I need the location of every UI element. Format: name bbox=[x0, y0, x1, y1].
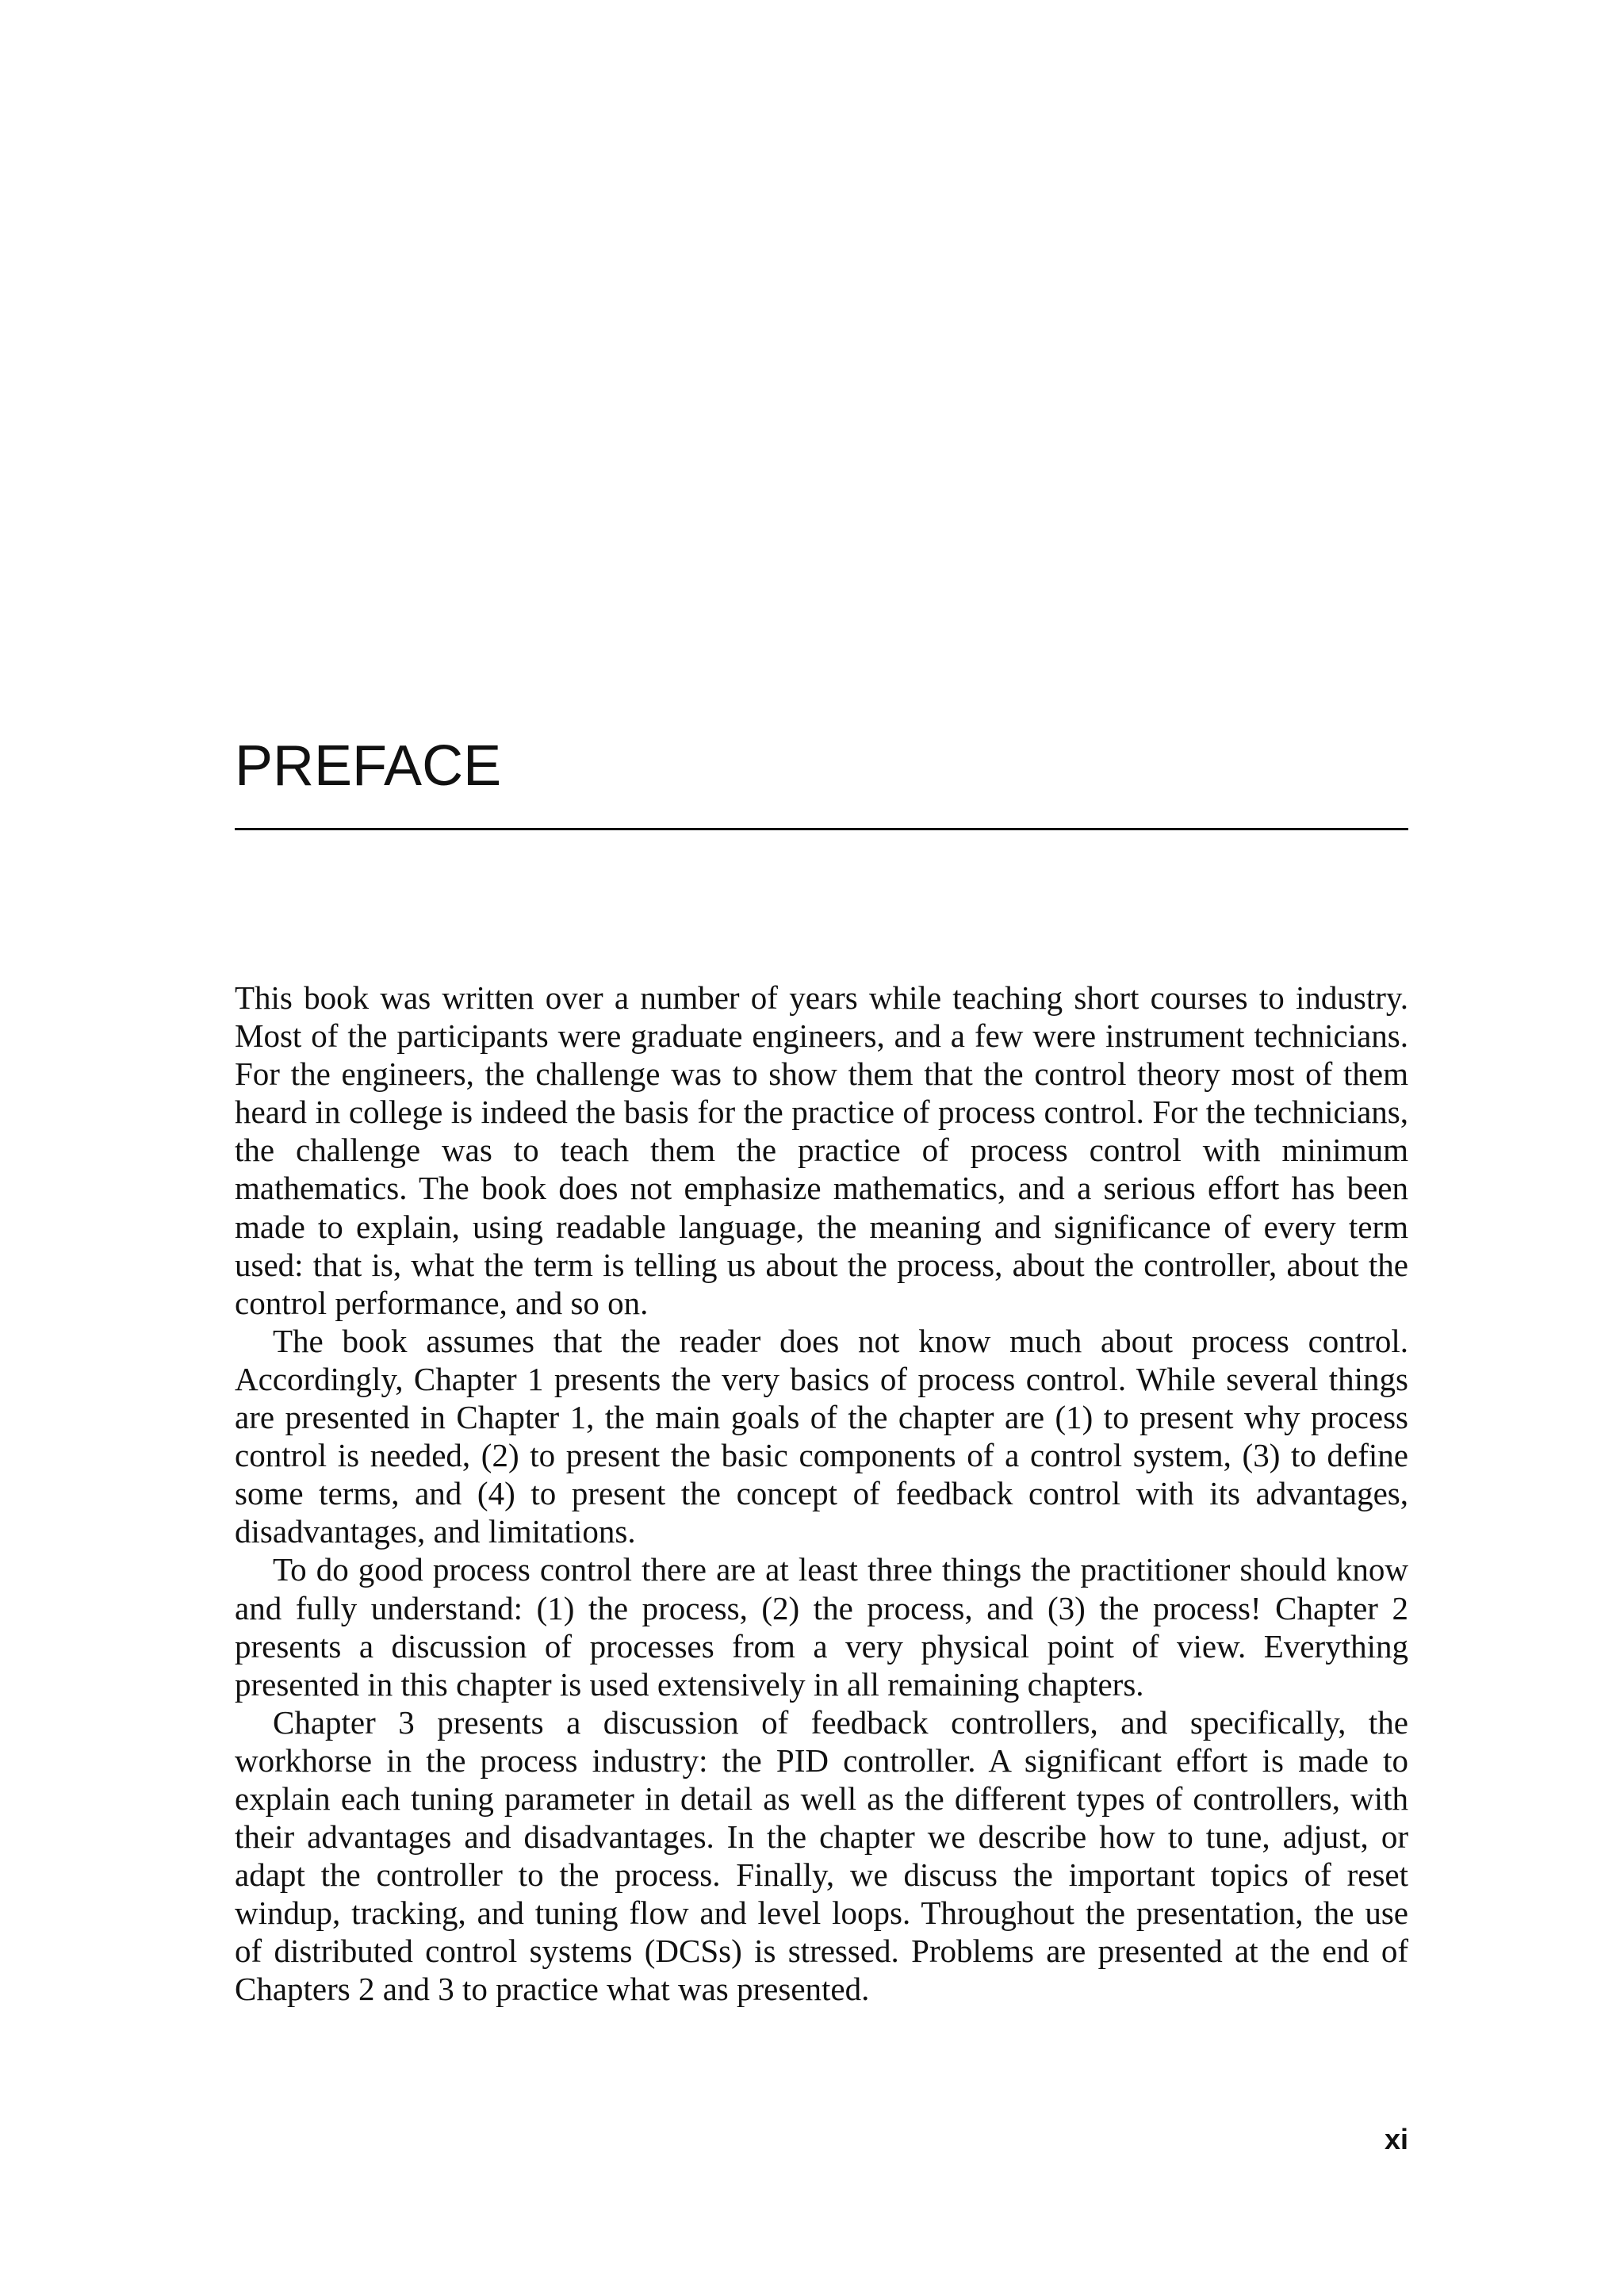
paragraph-2: The book assumes that the reader does not know much about process control. Accordingly, Chapter 1 presents the very basics of process control. While several things are presented in Chapter 1, the main goals of the chapter are (1) to present why process control is needed, (2) to present the basic components of a control system, (3) to define some terms, and (4) to present the concept of feedback control with its advantages, disadvantages, and limitations. bbox=[235, 1322, 1408, 1550]
paragraph-3: To do good process control there are at least three things the practitioner should know and fully understand: (1) the process, (2) the process, and (3) the process! Chapter 2 presents a discussion of processes from a very physical point of view. Everything presented in this chapter is used extensively in all remaining chapters. bbox=[235, 1551, 1408, 1703]
chapter-title: PREFACE bbox=[235, 734, 502, 798]
title-underline-rule bbox=[235, 828, 1408, 830]
page-number: xi bbox=[1384, 2123, 1408, 2155]
preface-body bbox=[235, 979, 1408, 2009]
paragraph-4: Chapter 3 presents a discussion of feedback controllers, and specifically, the workhorse in the process industry: the PID controller. A significant effort is made to explain each tuning parameter in detail as well as the different types of controllers, with their advantages and disadvantages. In the chapter we describe how to tune, adjust, or adapt the controller to the process. Finally, we discuss the important topics of reset windup, tracking, and tuning flow and level loops. Throughout the presentation, the use of distributed control systems (DCSs) is stressed. Problems are presented at the end of Chapters 2 and 3 to practice what was presented. bbox=[235, 1703, 1408, 2008]
paragraph-1: This book was written over a number of years while teaching short courses to industry. Most of the participants were graduate engineers, and a few were instrument technicians. For the engineers, the challenge was to show them that the control theory most of them heard in college is indeed the basis for the practice of process control. For the technicians, the challenge was to teach them the practice of process control with minimum mathematics. The book does not emphasize mathematics, and a serious effort has been made to explain, using readable language, the meaning and significance of every term used: that is, what the term is telling us about the process, about the controller, about the control performance, and so on. bbox=[235, 979, 1408, 1321]
